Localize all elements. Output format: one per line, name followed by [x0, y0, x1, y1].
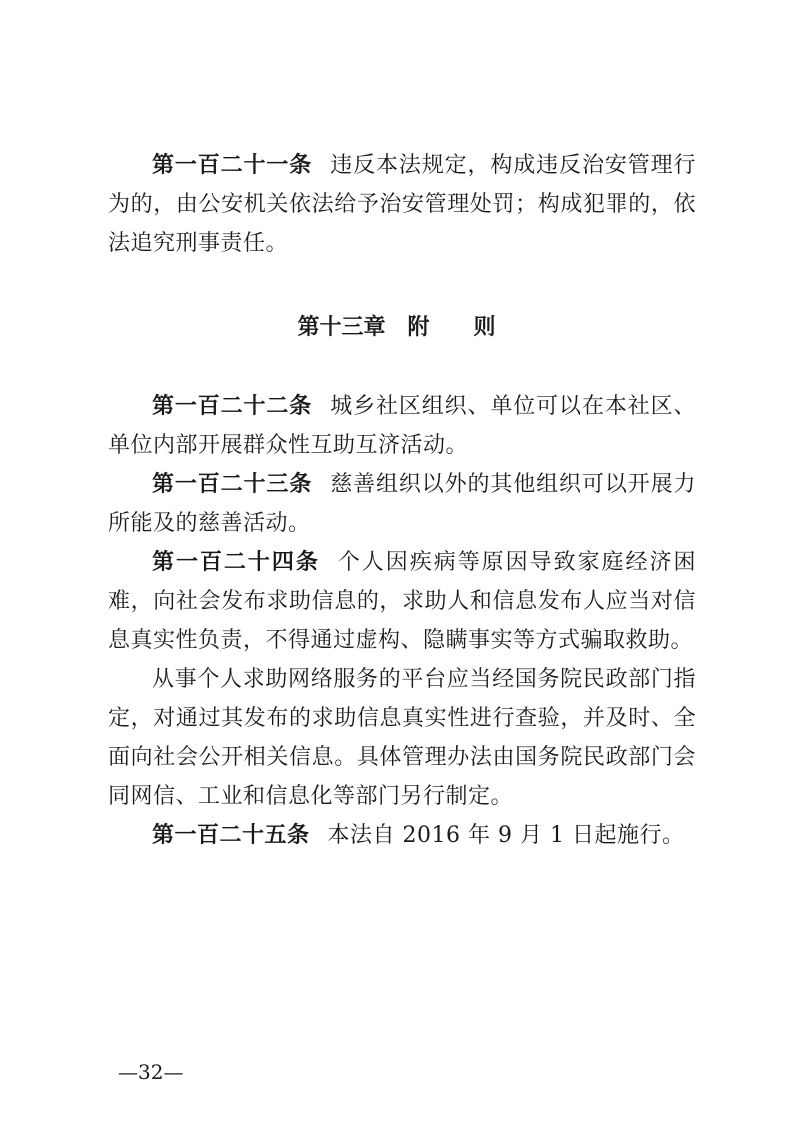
article-124-paragraph-2: 从事个人求助网络服务的平台应当经国务院民政部门指定，对通过其发布的求助信息真实性进行查验，并及时、全面向社会公开相关信息。具体管理办法由国务院民政部门会同网信、工业和信息化等部门另行制定。: [108, 667, 696, 809]
article-123-text: 慈善组织以外的其他组织可以开展力所能及的慈善活动。: [108, 472, 696, 536]
chapter-body: [108, 387, 696, 855]
article-121-text: 违反本法规定，构成违反治安管理行为的，由公安机关依法给予治安管理处罚；构成犯罪的，依法追究刑事责任。: [108, 153, 696, 256]
article-122-label: 第一百二十二条: [152, 394, 313, 419]
article-124-label: 第一百二十四条: [152, 550, 320, 575]
article-124: [108, 543, 696, 660]
article-124-text: 个人因疾病等原因导致家庭经济困难，向社会发布求助信息的，求助人和信息发布人应当对信息真实性负责，不得通过虚构、隐瞒事实等方式骗取救助。: [108, 550, 696, 653]
article-123-label: 第一百二十三条: [152, 472, 313, 497]
chapter-number: 第十三章: [297, 315, 386, 340]
chapter-title-part1: 附: [407, 315, 430, 340]
article-121-label: 第一百二十一条: [152, 153, 313, 178]
article-125-label: 第一百二十五条: [152, 823, 310, 848]
chapter-title-part2: 则: [473, 315, 496, 340]
article-121: [108, 146, 696, 263]
chapter-heading: [0, 308, 793, 347]
article-125: [108, 816, 696, 855]
article-122-text: 城乡社区组织、单位可以在本社区、单位内部开展群众性互助互济活动。: [108, 394, 696, 458]
article-122: [108, 387, 696, 465]
article-123: [108, 465, 696, 543]
article-121-paragraph: [108, 146, 696, 263]
page-number: —32—: [118, 1060, 184, 1084]
article-125-text: 本法自 2016 年 9 月 1 日起施行。: [327, 823, 685, 848]
